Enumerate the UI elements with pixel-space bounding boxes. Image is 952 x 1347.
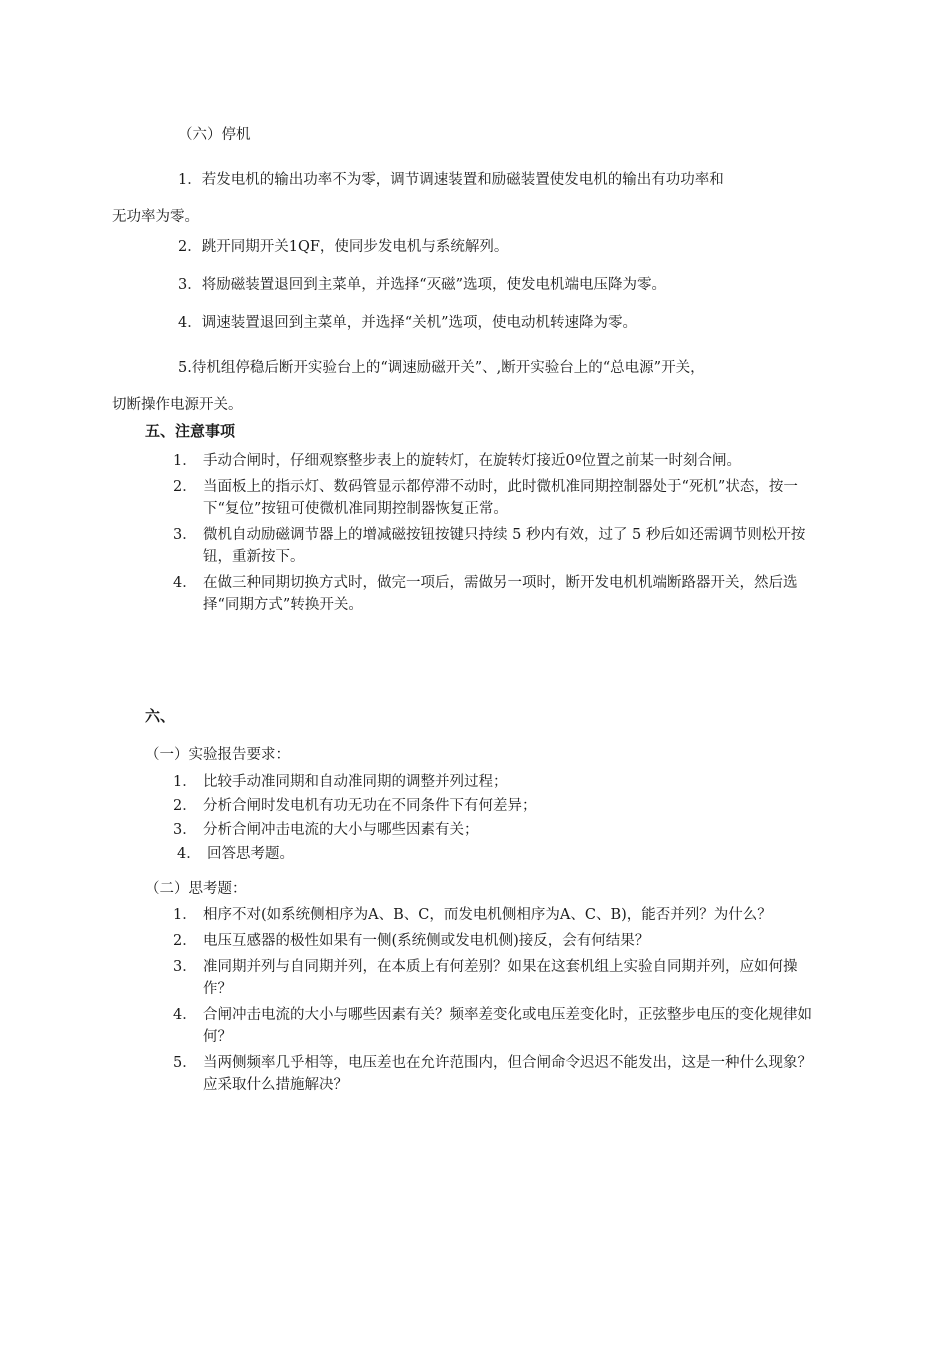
list-item: [145, 476, 815, 520]
list-item-text: 当面板上的指示灯、数码管显示都停滞不动时，此时微机准同期控制器处于“死机”状态，按一下“复位”按钮可使微机准同期控制器恢复正常。: [203, 479, 798, 517]
list-item-number: 2．: [173, 798, 197, 814]
thinking-questions-title: （二）思考题：: [145, 881, 247, 897]
shutdown-step-5-line1: 5.待机组停稳后断开实验台上的“调速励磁开关”、,断开实验台上的“总电源”开关，: [178, 360, 705, 376]
notes-heading: 五、注意事项: [145, 422, 236, 440]
shutdown-step-5: [112, 350, 815, 424]
shutdown-step-1-line2: 无功率为零。: [112, 209, 199, 225]
report-heading: 六、: [145, 707, 176, 725]
shutdown-title-text: （六）停机: [178, 127, 251, 143]
list-item: [145, 819, 815, 841]
list-item-number: 1．: [173, 907, 197, 923]
list-item-text: 准同期并列与自同期并列，在本质上有何差别？如果在这套机组上实验自同期并列，应如何操作？: [203, 959, 798, 997]
list-item-number: 1．: [173, 453, 197, 469]
list-item-text: 手动合闸时，仔细观察整步表上的旋转灯，在旋转灯接近0º位置之前某一时刻合闸。: [203, 453, 742, 469]
notes-list: [145, 450, 815, 620]
list-item-text: 分析合闸冲击电流的大小与哪些因素有关；: [203, 822, 479, 838]
list-item: [145, 1052, 815, 1096]
shutdown-step-1-line1: 1．若发电机的输出功率不为零，调节调速装置和励磁装置使发电机的输出有功功率和: [178, 172, 724, 188]
list-item: [145, 572, 815, 616]
list-item-text: 电压互感器的极性如果有一侧(系统侧或发电机侧)接反，会有何结果？: [203, 933, 650, 949]
list-item-text: 微机自动励磁调节器上的增减磁按钮按键只持续 5 秒内有效，过了 5 秒后如还需调节则松开按钮，重新按下。: [203, 527, 806, 565]
list-item-text: 当两侧频率几乎相等，电压差也在允许范围内，但合闸命令迟迟不能发出，这是一种什么现象？应采取什么措施解决？: [203, 1055, 812, 1093]
shutdown-step-3-text: 3．将励磁装置退回到主菜单，并选择“灭磁”选项，使发电机端电压降为零。: [178, 277, 667, 293]
shutdown-step-4-text: 4．调速装置退回到主菜单，并选择“关机”选项，使电动机转速降为零。: [178, 315, 638, 331]
list-item-text: 分析合闸时发电机有功无功在不同条件下有何差异；: [203, 798, 537, 814]
list-item-text: 相序不对(如系统侧相序为A、B、C，而发电机侧相序为A、C、B)，能否并列？为什么？: [203, 907, 772, 923]
list-item-number: 2．: [173, 933, 197, 949]
list-item: [145, 771, 815, 793]
shutdown-step-2: [145, 237, 815, 257]
list-item-text: 在做三种同期切换方式时，做完一项后，需做另一项时，断开发电机机端断路器开关，然后选择“同期方式”转换开关。: [203, 575, 798, 613]
list-item-text: 比较手动准同期和自动准同期的调整并列过程；: [203, 774, 508, 790]
list-item-number: 3．: [173, 822, 197, 838]
list-item: [145, 524, 815, 568]
list-item-number: 3．: [173, 527, 197, 543]
list-item-number: 5．: [173, 1055, 197, 1071]
list-item-number: 4．: [173, 575, 197, 591]
list-item-number: 3．: [173, 959, 197, 975]
shutdown-step-3: [145, 275, 815, 295]
list-item: [145, 904, 815, 926]
list-item-number: 2．: [173, 479, 197, 495]
shutdown-step-2-text: 2．跳开同期开关1QF，使同步发电机与系统解列。: [178, 239, 509, 255]
list-item: [145, 956, 815, 1000]
list-item: [145, 843, 815, 865]
shutdown-step-5-line2: 切断操作电源开关。: [112, 397, 243, 413]
list-item-text: 回答思考题。: [207, 846, 294, 862]
shutdown-step-4: [145, 313, 815, 333]
shutdown-title: [145, 125, 815, 145]
list-item-number: 4．: [173, 1007, 197, 1023]
list-item: [145, 450, 815, 472]
list-item: [145, 795, 815, 817]
report-requirements-list: [145, 771, 815, 867]
list-item-text: 合闸冲击电流的大小与哪些因素有关？频率差变化或电压差变化时，正弦整步电压的变化规律如何？: [203, 1007, 812, 1045]
list-item-number: 1．: [173, 774, 197, 790]
list-item: [145, 1004, 815, 1048]
list-item-number: 4．: [177, 846, 201, 862]
shutdown-step-1: [112, 162, 815, 236]
list-item: [145, 930, 815, 952]
thinking-questions-list: [145, 904, 815, 1100]
report-requirements-title: （一）实验报告要求：: [145, 747, 290, 763]
